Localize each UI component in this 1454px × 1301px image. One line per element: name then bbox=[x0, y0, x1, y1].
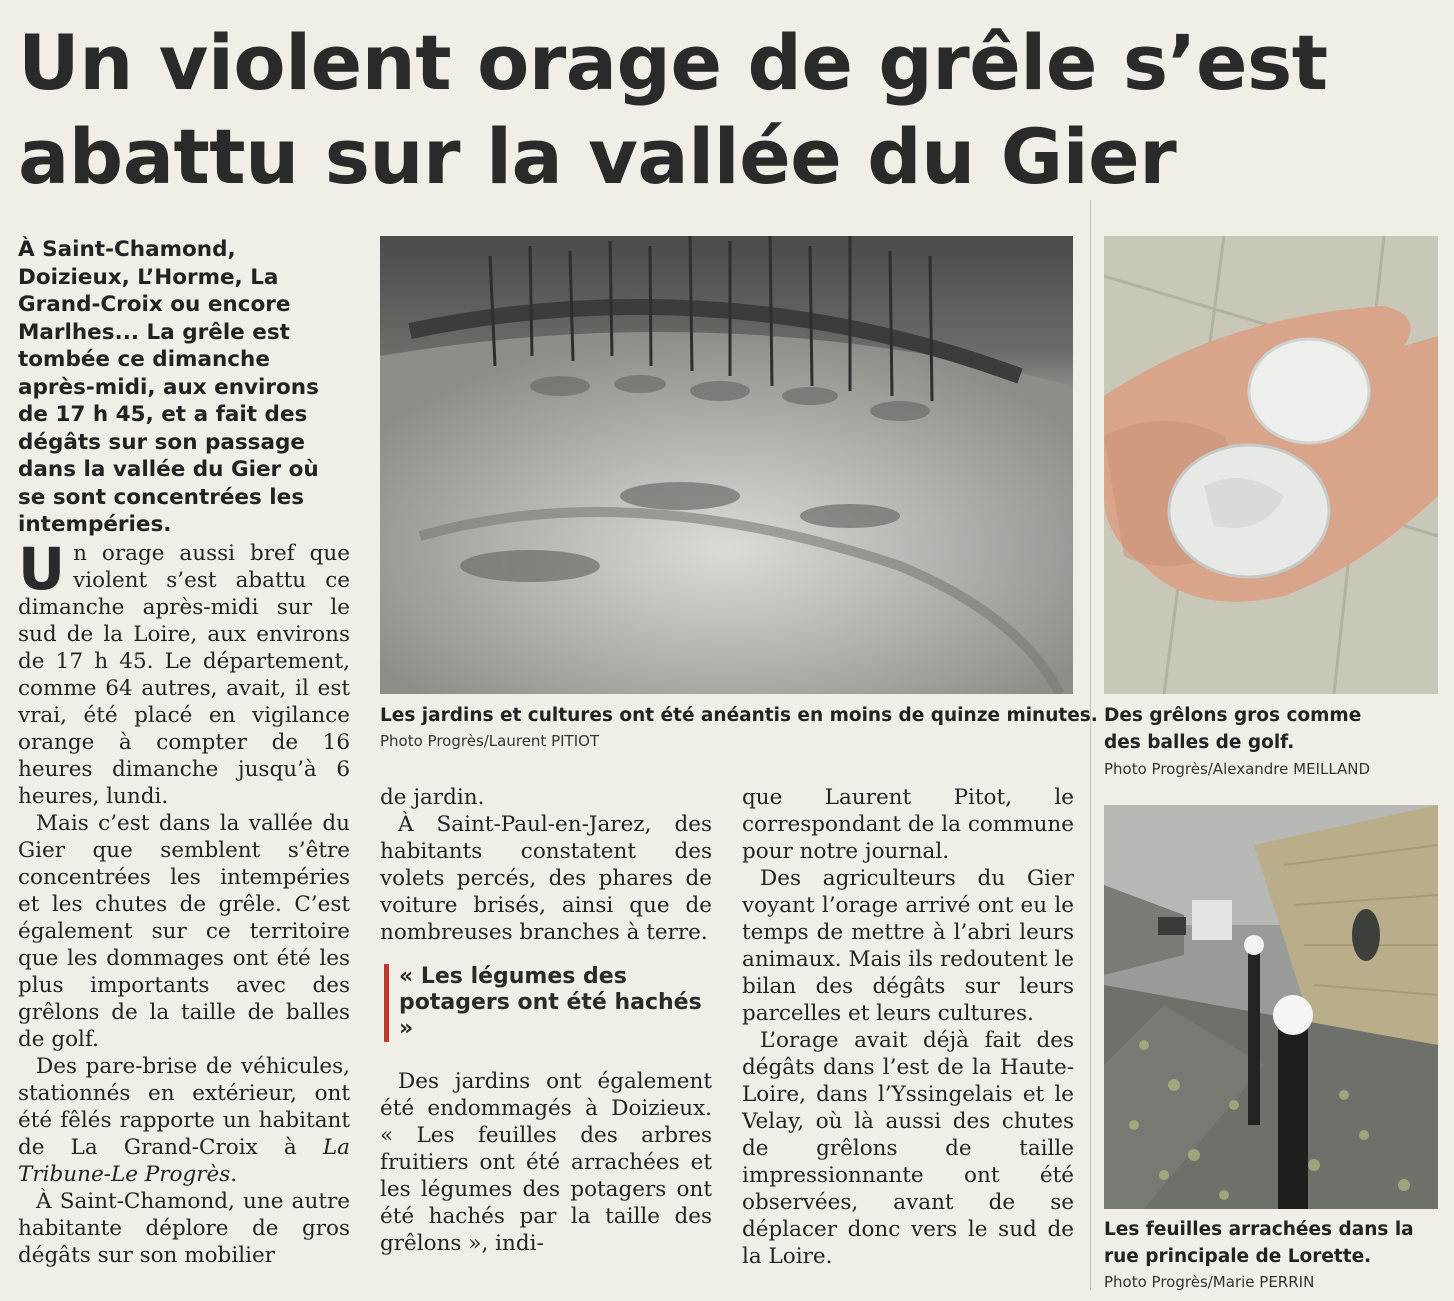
body-paragraph bbox=[18, 1053, 350, 1188]
photo-lorette-street bbox=[1104, 805, 1438, 1209]
body-paragraph bbox=[18, 535, 350, 810]
body-paragraph: de jardin. bbox=[380, 785, 485, 810]
street-photo-image bbox=[1104, 805, 1438, 1209]
body-paragraph: Des agriculteurs du Gier voyant l’orage arrivé ont eu le temps de mettre à l’abri leurs animaux. Mais ils redoutent le bilan des dégâts sur leurs parcelles et leurs cultures. bbox=[742, 866, 1074, 1026]
garden-photo-image bbox=[380, 236, 1073, 694]
paragraph-text: . bbox=[230, 1162, 238, 1187]
drop-cap: U bbox=[18, 535, 66, 603]
headline-line-2: abattu sur la vallée du Gier bbox=[18, 112, 1177, 201]
main-photo-credit: Photo Progrès/Laurent PITIOT bbox=[380, 732, 600, 750]
body-paragraph: Des jardins ont également été endommagés à Doizieux. « Les feuilles des arbres fruitiers ont été arrachées et les légumes des potagers ont été hachés par la taille des grêlons », indi- bbox=[380, 1069, 712, 1256]
headline bbox=[18, 16, 1448, 204]
body-column-1 bbox=[18, 535, 350, 1269]
pull-quote-subhead: « Les légumes des potagers ont été hachés » bbox=[384, 964, 712, 1042]
body-paragraph: que Laurent Pitot, le correspondant de la commune pour notre journal. bbox=[742, 785, 1074, 864]
body-paragraph: Mais c’est dans la vallée du Gier que semblent s’être concentrées les intempéries et les chutes de grêle. C’est également sur ce territoire que les dommages ont été les plus importants avec des grêlons de la taille de balles de golf. bbox=[18, 811, 350, 1052]
body-paragraph: L’orage avait déjà fait des dégâts dans l’est de la Haute-Loire, dans l’Yssingelais et le Velay, où là aussi des chutes de grêlons de taille impressionnante ont été observées, avant de se déplacer donc vers le sud de la Loire. bbox=[742, 1028, 1074, 1269]
body-paragraph: À Saint-Chamond, une autre habitante déplore de gros dégâts sur son mobilier bbox=[18, 1189, 350, 1268]
hail-photo-credit: Photo Progrès/Alexandre MEILLAND bbox=[1104, 760, 1371, 778]
paragraph-text: Des pare-brise de véhicules, stationnés en extérieur, ont été fêlés rapporte un habitant de La Grand-Croix à bbox=[18, 1054, 350, 1160]
street-photo-caption: Les feuilles arrachées dans la rue principale de Lorette. bbox=[1104, 1219, 1414, 1267]
main-photo-caption: Les jardins et cultures ont été anéantis en moins de quinze minutes. bbox=[380, 705, 1098, 726]
body-column-2 bbox=[380, 784, 712, 1257]
hail-photo-caption: Des grêlons gros comme des balles de golf. bbox=[1104, 705, 1362, 753]
photo-hailstones-hand bbox=[1104, 236, 1438, 694]
headline-line-1: Un violent orage de grêle s’est bbox=[18, 18, 1328, 107]
photo-hail-garden bbox=[380, 236, 1073, 694]
paragraph-text: n orage aussi bref que violent s’est abattu ce dimanche après-midi sur le sud de la Loire, aux environs de 17 h 45. Le département, comme 64 autres, avait, il est vrai, été placé en vigilance orange à compter de 16 heures dimanche jusqu’à 6 heures, lundi. bbox=[18, 541, 350, 809]
body-paragraph: À Saint-Paul-en-Jarez, des habitants constatent des volets percés, des phares de voiture brisés, ainsi que de nombreuses branches à terre. bbox=[380, 812, 712, 945]
street-photo-credit: Photo Progrès/Marie PERRIN bbox=[1104, 1273, 1315, 1291]
publication-name: La Tribune-Le Progrès bbox=[18, 1135, 350, 1187]
hailstones-photo-image bbox=[1104, 236, 1438, 694]
lead-paragraph: À Saint-Chamond, Doizieux, L’Horme, La Grand-Croix ou encore Marlhes... La grêle est tombée ce dimanche après-midi, aux environs de 17 h 45, et a fait des dégâts sur son passage dans la vallée du Gier où se sont concentrées les intempéries. bbox=[18, 237, 319, 537]
body-column-3 bbox=[742, 784, 1074, 1270]
